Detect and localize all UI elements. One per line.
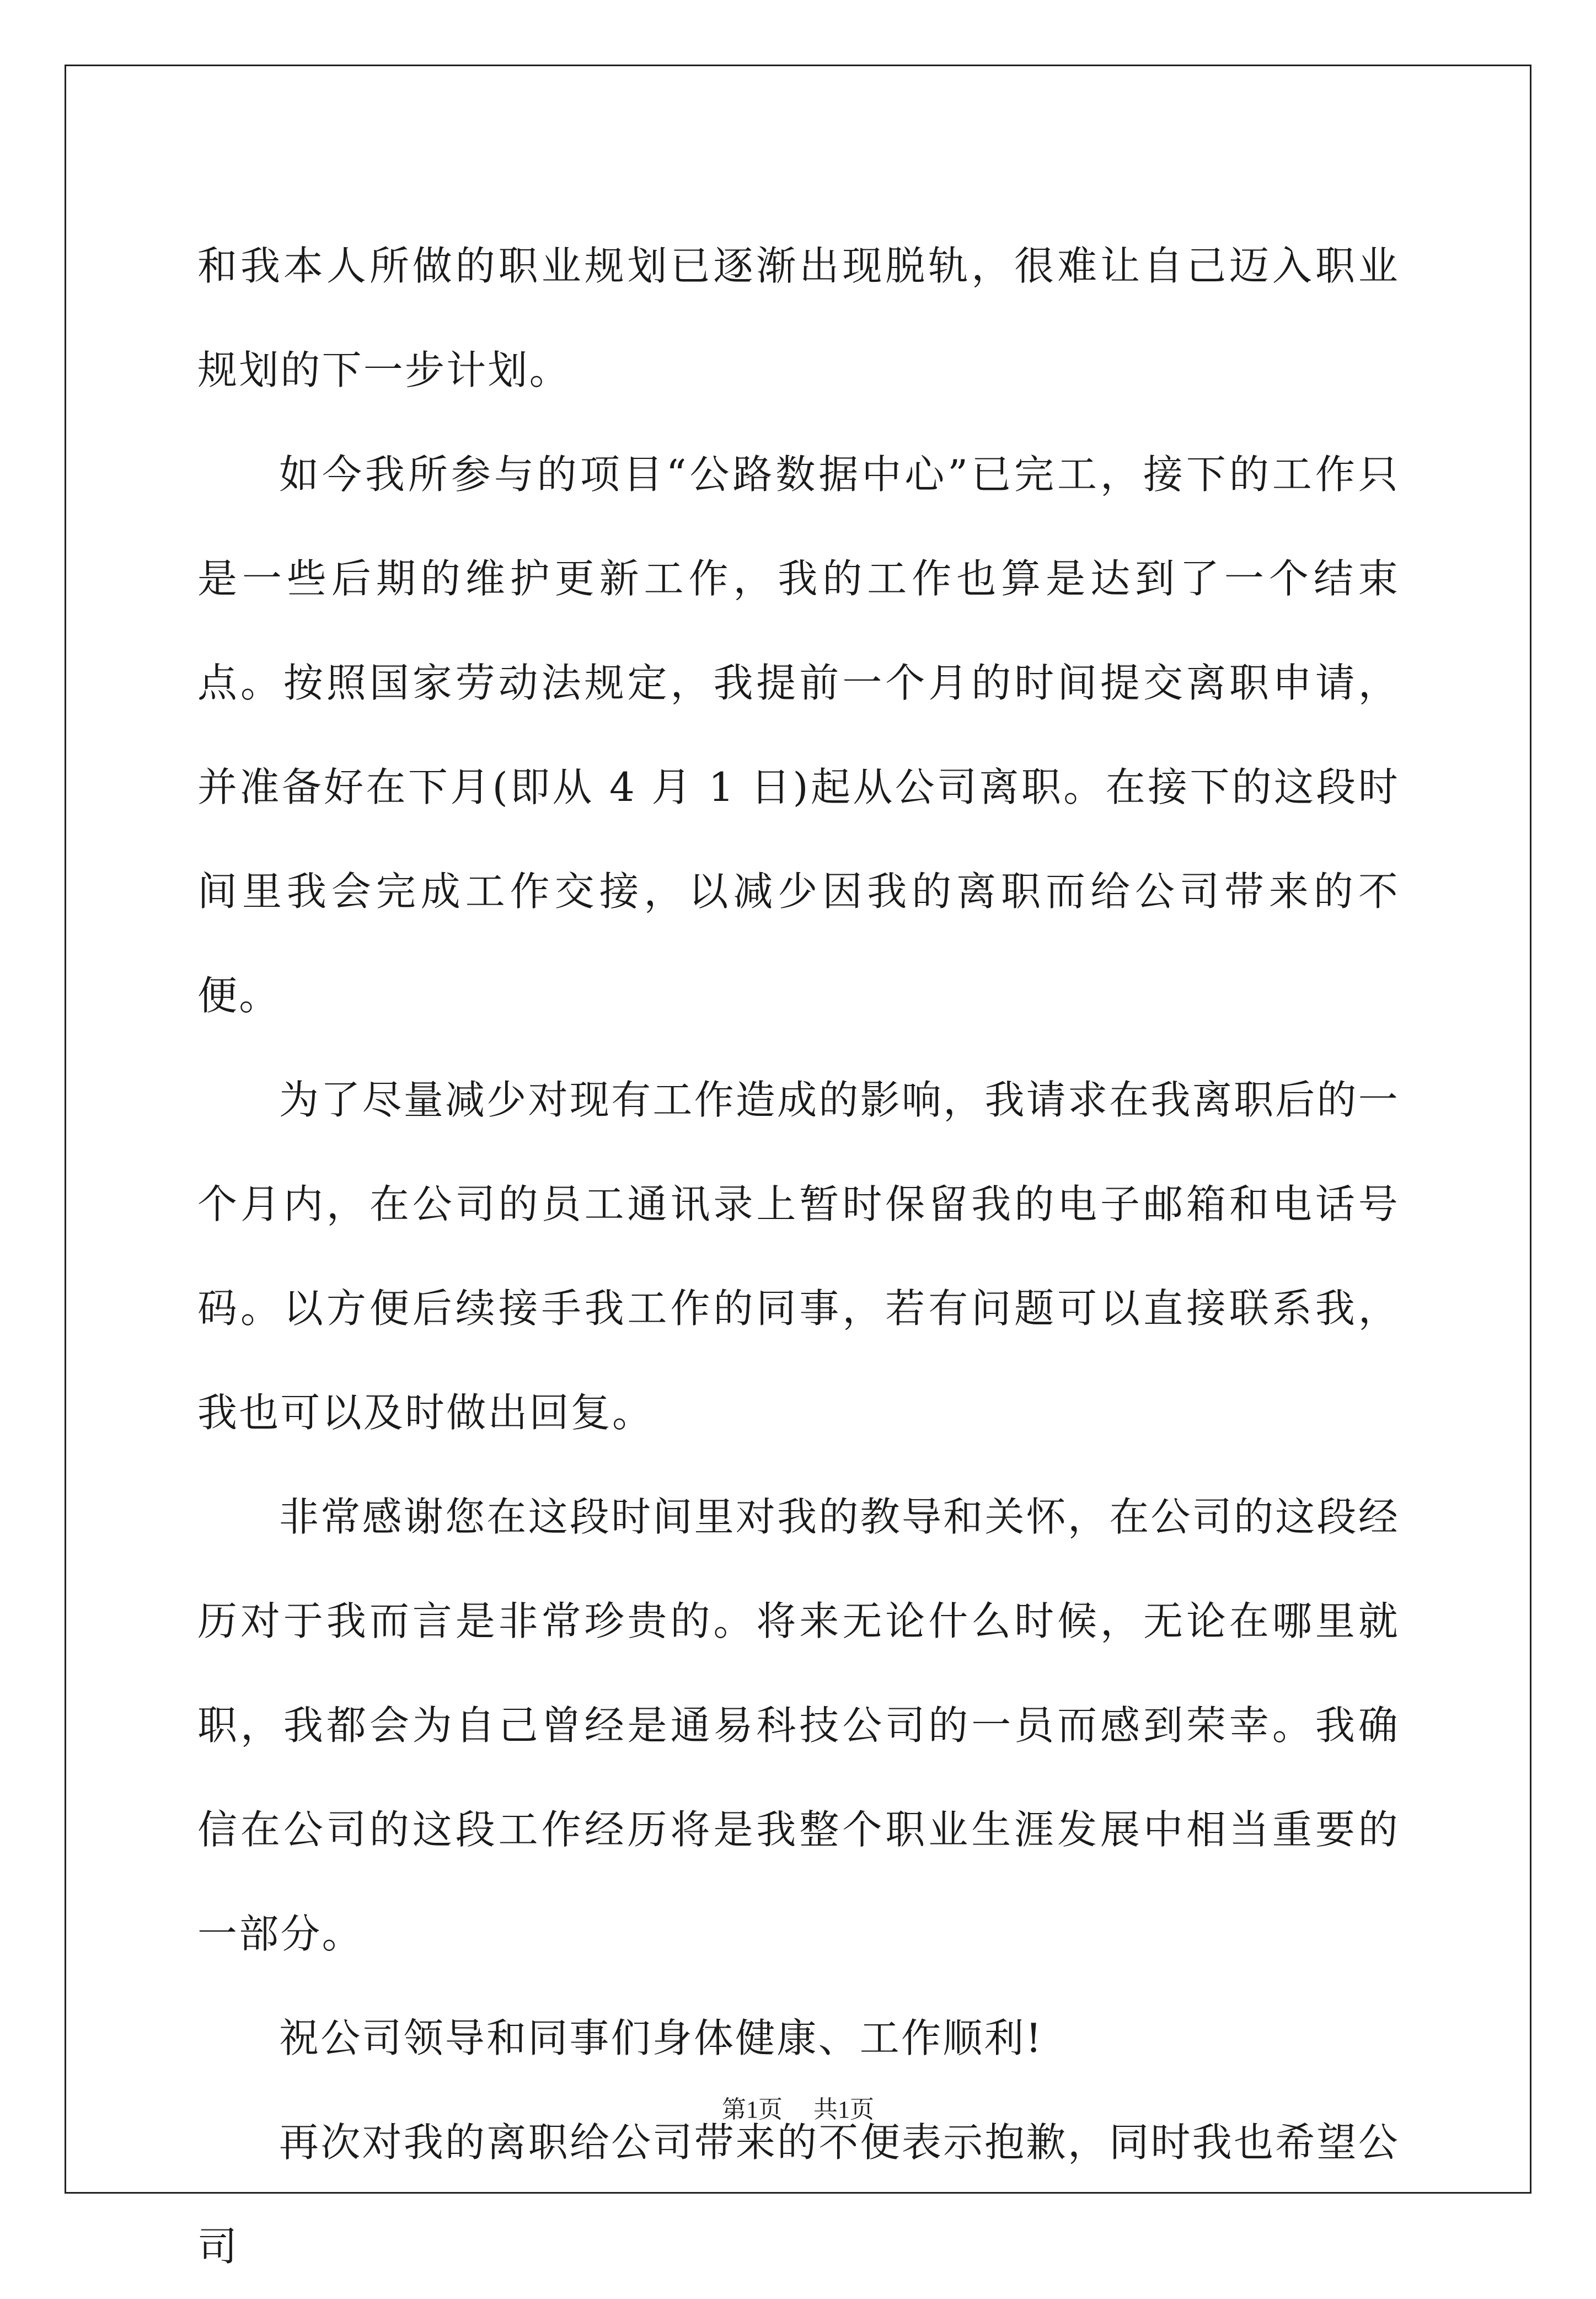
document-body [197,214,1400,2299]
paragraph-1: 和我本人所做的职业规划已逐渐出现脱轨，很难让自己迈入职业规划的下一步计划。 [197,243,1400,393]
paragraph-6: 再次对我的离职给公司带来的不便表示抱歉，同时我也希望公司 [197,2119,1400,2270]
paragraph-2: 如今我所参与的项目“公路数据中心”已完工，接下的工作只是一些后期的维护更新工作，我的工作也算是达到了一个结束点。按照国家劳动法规定，我提前一个月的时间提交离职申请，并准备好在下月(即从 4 月 1 日)起从公司离职。在接下的这段时间里我会完成工作交接，以减少因我的离职而给公司带来的不便。 [197,451,1400,1019]
paragraph-4: 非常感谢您在这段时间里对我的教导和关怀，在公司的这段经历对于我而言是非常珍贵的。将来无论什么时候，无论在哪里就职，我都会为自己曾经是通易科技公司的一员而感到荣幸。我确信在公司的这段工作经历将是我整个职业生涯发展中相当重要的一部分。 [197,1494,1400,1957]
paragraph-5: 祝公司领导和同事们身体健康、工作顺利! [279,2015,1043,2061]
page-footer [0,2093,1596,2126]
page-total: 共1页 [813,2096,874,2123]
paragraph-3: 为了尽量减少对现有工作造成的影响，我请求在我离职后的一个月内，在公司的员工通讯录上暂时保留我的电子邮箱和电话号码。以方便后续接手我工作的同事，若有问题可以直接联系我，我也可以及时做出回复。 [197,1077,1400,1436]
page-number: 第1页 [722,2096,783,2123]
